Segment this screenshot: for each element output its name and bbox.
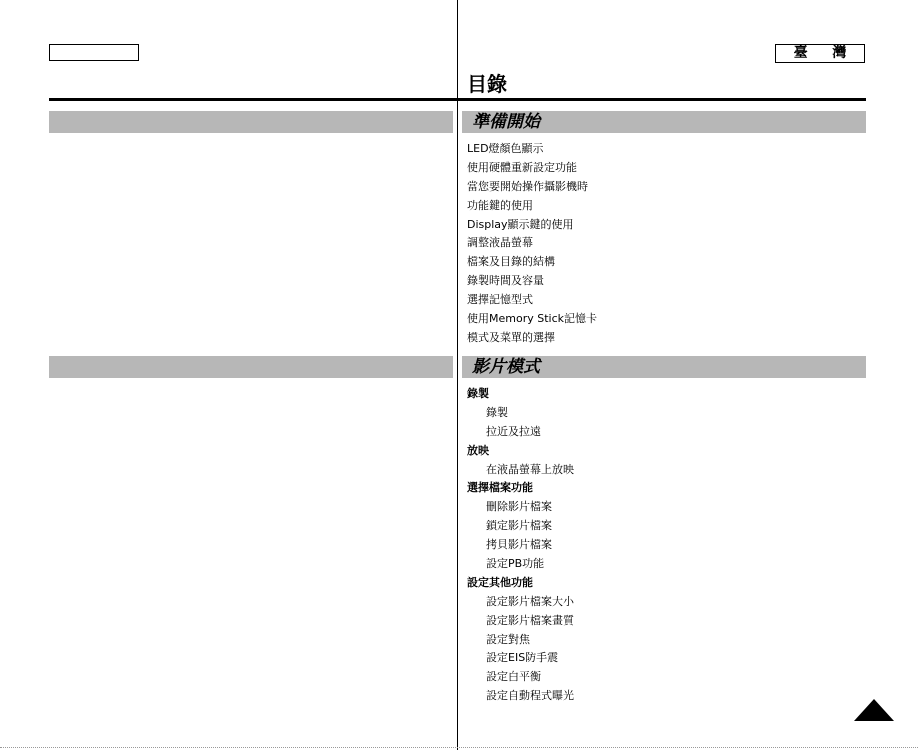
section-heading-bar-prep [462,111,866,133]
toc-item[interactable]: 設定自動程式曝光 [486,689,574,703]
toc-item[interactable]: 設定EIS防手震 [486,651,559,665]
toc-item[interactable]: 刪除影片檔案 [486,500,552,514]
section-heading-bar-movie [462,356,866,378]
toc-item[interactable]: 使用Memory Stick記憶卡 [467,312,598,326]
section-bar-left-1 [49,111,453,133]
toc-item[interactable]: 設定影片檔案畫質 [486,613,574,627]
language-box-blank [49,44,139,61]
toc-item[interactable]: 設定白平衡 [486,670,541,684]
toc-item[interactable]: 在液晶螢幕上放映 [486,462,574,476]
toc-item[interactable]: 錄製 [486,405,508,419]
title-rule [49,98,866,101]
toc-item[interactable]: 設定對焦 [486,632,530,646]
toc-item[interactable]: 選擇記憶型式 [467,293,533,307]
toc-item[interactable]: Display顯示鍵的使用 [467,217,574,231]
toc-item[interactable]: 調整液晶螢幕 [467,236,533,250]
toc-item[interactable]: 功能鍵的使用 [467,198,533,212]
toc-group-heading[interactable]: 設定其他功能 [467,575,533,589]
section-bar-left-2 [49,356,453,378]
toc-item[interactable]: 設定PB功能 [486,557,545,571]
toc-item[interactable]: 鎖定影片檔案 [486,519,552,533]
bottom-dotted-rule [0,747,918,748]
section-heading-movie: 影片模式 [472,357,540,377]
toc-item[interactable]: LED燈顏色顯示 [467,142,544,155]
toc-item[interactable]: 錄製時間及容量 [467,274,544,288]
toc-list-movie [467,385,574,706]
toc-list-prep [467,140,597,348]
triangle-up-icon[interactable] [854,699,894,721]
column-divider [457,0,458,750]
toc-item[interactable]: 拷貝影片檔案 [486,538,552,552]
toc-item[interactable]: 使用硬體重新設定功能 [467,160,577,174]
toc-group-heading[interactable]: 選擇檔案功能 [467,481,533,495]
section-heading-prep: 準備開始 [472,112,540,132]
toc-item[interactable]: 模式及菜單的選擇 [467,330,555,344]
language-label: 臺 灣 [775,44,865,63]
toc-item[interactable]: 拉近及拉遠 [486,424,541,438]
toc-group-heading[interactable]: 放映 [467,443,489,457]
toc-item[interactable]: 設定影片檔案大小 [486,594,574,608]
page-title: 目錄 [467,72,507,96]
toc-item[interactable]: 檔案及目錄的結構 [467,255,555,269]
toc-group-heading[interactable]: 錄製 [467,387,489,400]
toc-item[interactable]: 當您要開始操作攝影機時 [467,179,588,193]
